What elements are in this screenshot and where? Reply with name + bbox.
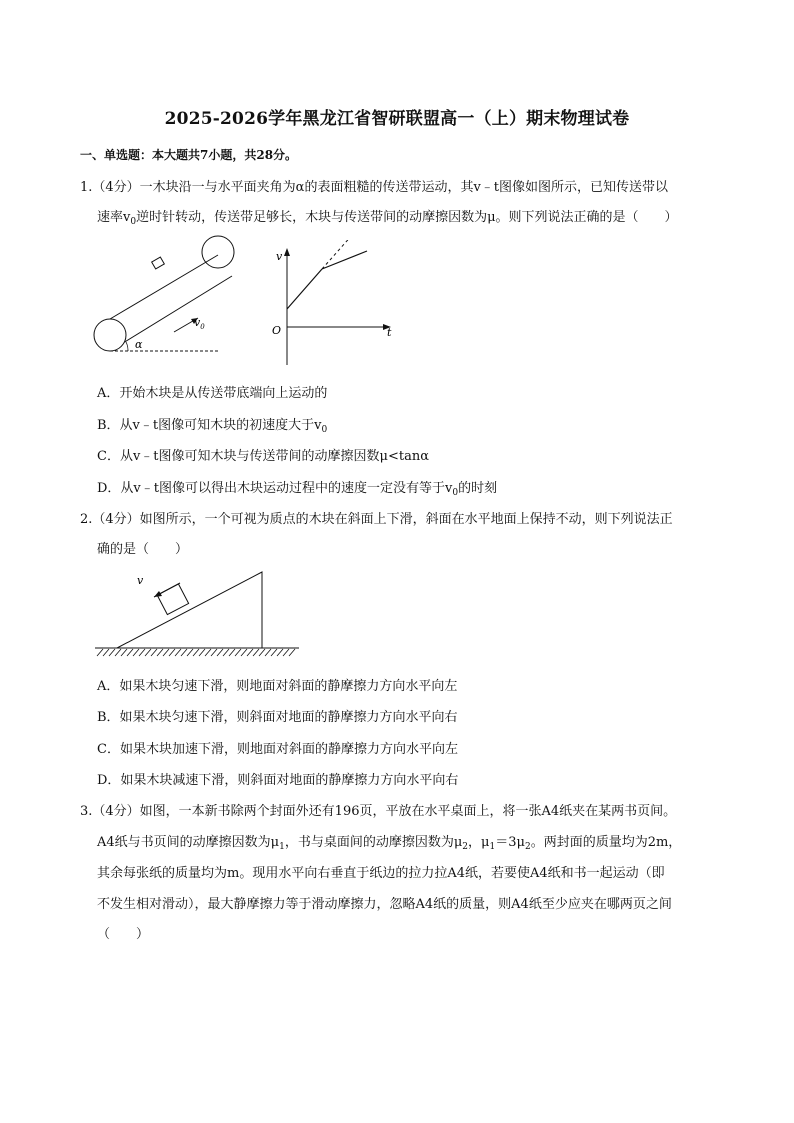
t-axis-label: t — [387, 326, 392, 339]
q1-line-1: 1.（4分）一木块沿一与水平面夹角为α的表面粗糙的传送带运动，其v﹣t图像如图所示，已知传送带以 — [80, 180, 669, 195]
q2-option-d: D．如果木块减速下滑，则斜面对地面的静摩擦力方向水平向右 — [97, 773, 459, 788]
q2-line-2: 确的是（ ） — [97, 542, 189, 557]
v-axis-label: v — [276, 250, 283, 263]
q3-line-2: A4纸与书页间的动摩擦因数为$\mu_1$，书与桌面间的动摩擦因数为$\mu_2$，$\mu_1=3\mu_2$。两封面的质量均为2m， — [97, 835, 682, 852]
conveyor-belt-figure — [90, 230, 240, 359]
q3-line-5: （ ） — [97, 927, 150, 942]
q3-line-3: 其余每张纸的质量均为m。现用水平向右垂直于纸边的拉力拉A4纸，若要使A4纸和书一起运动（即 — [97, 866, 665, 881]
q3-line-1: 3.（4分）如图，一本新书除两个封面外还有196页，平放在水平桌面上，将一张A4纸夹在某两书页间。 — [80, 804, 677, 819]
q1-option-d: D．从v﹣t图像可以得出木块运动过程中的速度一定没有等于$v_0$的时刻 — [97, 481, 498, 498]
velocity-time-graph — [268, 240, 398, 374]
q2-option-b: B．如果木块匀速下滑，则斜面对地面的静摩擦力方向水平向右 — [97, 710, 458, 725]
v0-label: $v_0$ — [194, 316, 205, 331]
origin-label: O — [272, 324, 282, 337]
q3-line-4: 不发生相对滑动），最大静摩擦力等于滑动摩擦力，忽略A4纸的质量，则A4纸至少应夹在哪两页之间 — [97, 897, 672, 912]
q1-option-a: A．开始木块是从传送带底端向上运动的 — [97, 386, 328, 401]
v-label: v — [137, 574, 144, 587]
q2-option-c: C．如果木块加速下滑，则地面对斜面的静摩擦力方向水平向左 — [97, 742, 458, 757]
incline-figure — [95, 566, 305, 662]
page-title: 2025-2026学年黑龙江省智研联盟高一（上）期末物理试卷 — [164, 109, 630, 129]
q1-option-b: B．从v﹣t图像可知木块的初速度大于$v_0$ — [97, 418, 328, 435]
q1-line-2: 速率$v_0$逆时针转动，传送带足够长，木块与传送带间的动摩擦因数为μ。则下列说法正确的是（ ） — [97, 210, 678, 227]
q2-option-a: A．如果木块匀速下滑，则地面对斜面的静摩擦力方向水平向左 — [97, 679, 458, 694]
q1-option-c: C．从v﹣t图像可知木块与传送带间的动摩擦因数μ<tanα — [97, 449, 429, 464]
section-heading: 一、单选题：本大题共7小题，共28分。 — [80, 148, 298, 162]
q2-line-1: 2.（4分）如图所示，一个可视为质点的木块在斜面上下滑，斜面在水平地面上保持不动，则下列说法正 — [80, 512, 673, 527]
alpha-label: α — [135, 338, 143, 351]
